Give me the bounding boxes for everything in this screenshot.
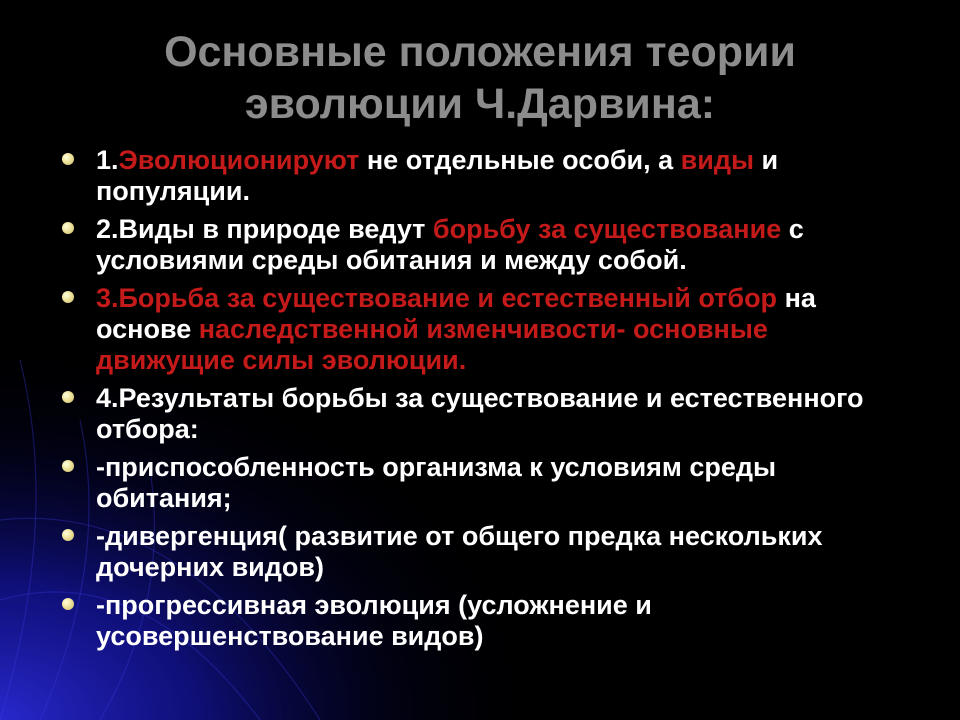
bullet-item-2-text-2: с условиями среды обитания и между собой. (96, 214, 804, 275)
bullet-dot-icon (62, 391, 74, 403)
bullet-item-6-text: -дивергенция( развитие от общего предка нескольких дочерних видов) (96, 521, 823, 582)
bullet-dot-icon (62, 529, 74, 541)
bullet-item-1-text-1: не отдельные особи, а (359, 145, 681, 175)
bullet-dot-icon (62, 153, 74, 165)
bullet-dot-icon (62, 598, 74, 610)
bullet-list (60, 145, 910, 659)
bullet-item-6 (60, 521, 910, 583)
bullet-item-2-text-1: 2.Виды в природе ведут (96, 214, 433, 244)
bullet-dot-icon (62, 460, 74, 472)
bullet-item-1-number: 1. (96, 145, 119, 175)
bullet-item-1-emphasis-1: Эволюционируют (118, 145, 360, 175)
bullet-item-5-text: -приспособленность организма к условиям среды обитания; (96, 452, 777, 513)
slide-title-line-2: эволюции Ч.Дарвина: (244, 80, 716, 128)
slide-title (0, 26, 960, 130)
bullet-item-1 (60, 145, 910, 207)
bullet-item-3-emphasis-1: 3.Борьба за существование и естественный отбор (96, 283, 778, 313)
slide-title-line-1: Основные положения теории (164, 28, 796, 76)
bullet-item-2-emphasis: борьбу за существование (432, 214, 782, 244)
bullet-item-1-emphasis-2: виды (680, 145, 755, 175)
bullet-dot-icon (62, 291, 74, 303)
bullet-item-3-emphasis-2: наследственной изменчивости- основные движущие силы эволюции. (96, 314, 768, 375)
bullet-item-2 (60, 214, 910, 276)
bullet-dot-icon (62, 222, 74, 234)
bullet-item-4 (60, 383, 910, 445)
bullet-item-5 (60, 452, 910, 514)
bullet-item-7 (60, 590, 910, 652)
bullet-item-1-text-2: и популяции. (96, 145, 779, 206)
bullet-item-7-text: -прогрессивная эволюция (усложнение и усовершенствование видов) (96, 590, 652, 651)
bullet-item-3-text: на основе (96, 283, 816, 344)
bullet-item-3 (60, 283, 910, 376)
bullet-item-4-text: 4.Результаты борьбы за существование и естественного отбора: (96, 383, 864, 444)
